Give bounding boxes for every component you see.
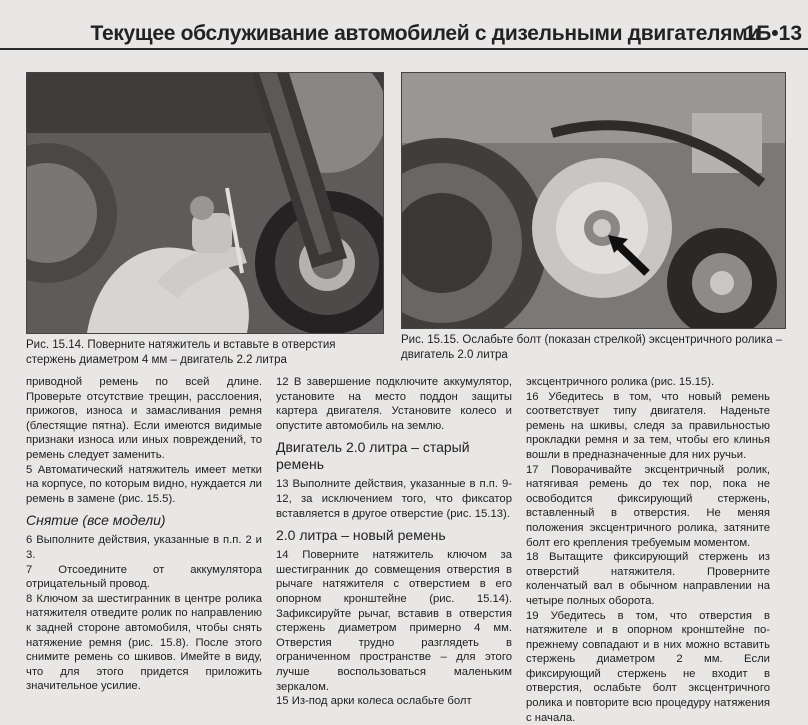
caption-label: Рис. 15.15.	[401, 334, 459, 346]
paragraph: 7 Отсоедините от аккумулятора отрицательный провод.	[26, 563, 262, 592]
section-heading: Снятие (все модели)	[26, 512, 262, 529]
belt-tensioner-wrench-photo-icon	[27, 73, 383, 333]
figure-15-14-photo	[26, 72, 384, 334]
caption-text: Ослабьте болт (показан стрелкой) эксцентричного ролика – двигатель 2.0 литра	[401, 334, 782, 361]
section-heading: Двигатель 2.0 литра – старый ремень	[276, 439, 512, 473]
paragraph: эксцентричного ролика (рис. 15.15).	[526, 375, 770, 390]
text-column-1	[26, 375, 262, 694]
caption-label: Рис. 15.14.	[26, 339, 84, 351]
paragraph: 19 Убедитесь в том, что отверстия в натяжителе и в опорном кронштейне по-прежнему совпадают и в них можно вставить стержень диаметром 2 мм. Если фиксирующий стержень не входит в отверстия, ослабьте болт эксцентричного ролика и повторите всю процедуру натяжения с начала.	[526, 609, 770, 725]
page-number: 1Б•13	[745, 22, 802, 46]
paragraph: 6 Выполните действия, указанные в п.п. 2 и 3.	[26, 533, 262, 562]
figure-15-15-photo	[401, 72, 786, 329]
text-column-3	[526, 375, 770, 725]
paragraph: 13 Выполните действия, указанные в п.п. 9-12, за исключением того, что фиксатор вставляется в другое отверстие (рис. 15.13).	[276, 477, 512, 521]
section-heading: 2.0 литра – новый ремень	[276, 527, 512, 544]
paragraph: 16 Убедитесь в том, что новый ремень соответствует типу двигателя. Наденьте ремень на шкивы, следя за правильностью прокладки ремня и за тем, чтобы его клинья вошли в предназначенные для них ручьи.	[526, 390, 770, 463]
paragraph: 5 Автоматический натяжитель имеет метки на корпусе, по которым видно, нуждается ли ремень в замене (рис. 15.5).	[26, 463, 262, 507]
figure-15-14-caption	[26, 338, 386, 368]
paragraph: 15 Из-под арки колеса ослабьте болт	[276, 694, 512, 709]
caption-text: Поверните натяжитель и вставьте в отверстия стержень диаметром 4 мм – двигатель 2.2 литра	[26, 339, 335, 366]
page-header	[0, 14, 808, 50]
paragraph: 14 Поверните натяжитель ключом за шестигранник до совмещения отверстия в рычаге натяжителя с отверстием в его опорном кронштейне (рис. 15.14). Зафиксируйте рычаг, вставив в отверстия стержень диаметром примерно 4 мм. Отверстия трудно разглядеть в ограниченном пространстве – для этого лучше воспользоваться маленьким зеркалом.	[276, 548, 512, 694]
text-column-2	[276, 375, 512, 709]
figure-15-15-caption	[401, 333, 787, 363]
eccentric-roller-bolt-photo-icon	[402, 73, 785, 328]
paragraph: 17 Поворачивайте эксцентричный ролик, натягивая ремень до тех пор, пока не освободится фиксирующий стержень, вставленный в отверстия. Не меняя положения эксцентричного ролика, затяните болт его крепления требуемым моментом.	[526, 463, 770, 551]
paragraph: 12 В завершение подключите аккумулятор, установите на место поддон защиты картера двигателя. Установите колесо и опустите автомобиль на землю.	[276, 375, 512, 433]
page-title: Текущее обслуживание автомобилей с дизельными двигателями	[90, 22, 760, 46]
paragraph: 18 Вытащите фиксирующий стержень из отверстий натяжителя. Проверните коленчатый вал в обычном направлении на четыре полных оборота.	[526, 550, 770, 608]
paragraph: приводной ремень по всей длине. Проверьте отсутствие трещин, расслоения, прижогов, износа и замасливания ремня (блестящие пятна). Если имеются видимые признаки износа или иных повреждений, то ремень следует заменить.	[26, 375, 262, 463]
paragraph: 8 Ключом за шестигранник в центре ролика натяжителя отведите ролик по направлению к задней стороне автомобиля, чтобы снять натяжение ремня (рис. 15.8). После этого снимите ремень со шкивов. Имейте в виду, что для этого придется приложить значительное усилие.	[26, 592, 262, 694]
